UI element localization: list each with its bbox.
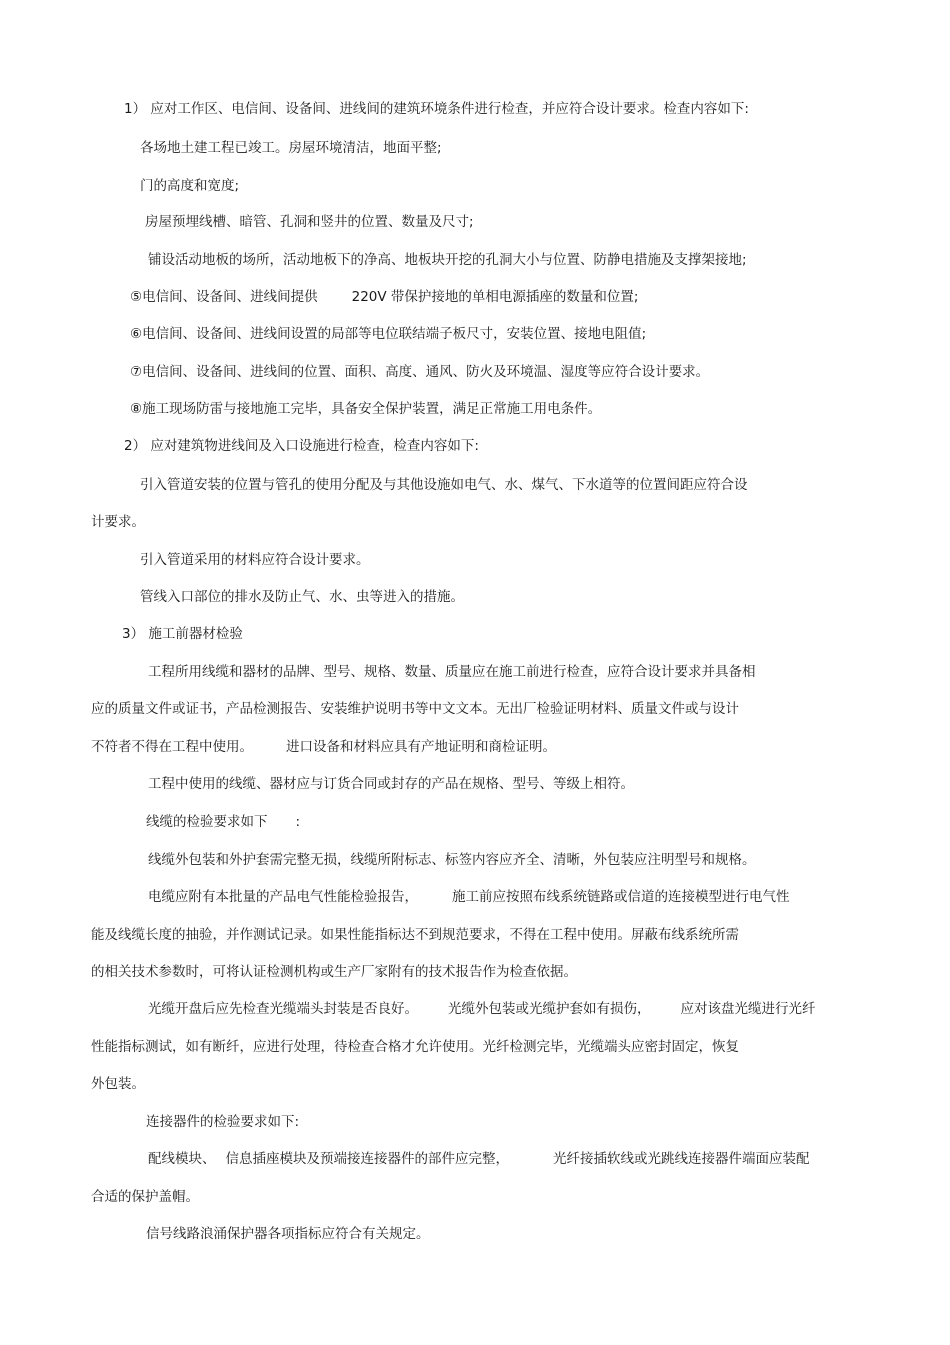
check-item	[130, 400, 601, 418]
paragraph-line	[91, 963, 577, 981]
text-line: 不符者不得在工程中使用。	[91, 739, 253, 755]
text-line: 各场地土建工程已竣工。房屋环境清洁，地面平整;	[140, 140, 442, 156]
paragraph-line	[148, 888, 790, 906]
check-item	[145, 213, 474, 231]
text-line: 铺设活动地板的场所，活动地板下的净高、地板块开挖的孔洞大小与位置、防静电措施及支撑架接地;	[148, 252, 747, 268]
text-line: 性能指标测试，如有断纤，应进行处理，待检查合格才允许使用。光纤检测完毕，光缆端头应密封固定，恢复	[91, 1039, 739, 1055]
text-line: ⑦电信间、设备间、进线间的位置、面积、高度、通风、防火及环境温、湿度等应符合设计要求。	[130, 364, 710, 380]
paragraph-line	[148, 1000, 816, 1018]
text-line: ⑧施工现场防雷与接地施工完毕，具备安全保护装置，满足正常施工用电条件。	[130, 401, 602, 417]
check-item	[140, 139, 442, 157]
text-line: 3） 施工前器材检验	[122, 626, 243, 642]
text-line: 的相关技术参数时，可将认证检测机构或生产厂家附有的技术报告作为检查依据。	[91, 964, 577, 980]
text-line: 门的高度和宽度;	[140, 178, 240, 194]
text-line: 配线模块、	[148, 1151, 216, 1167]
text-line: 工程中使用的线缆、器材应与订货合同或封存的产品在规格、型号、等级上相符。	[148, 776, 634, 792]
text-line: 信号线路浪涌保护器各项指标应符合有关规定。	[146, 1226, 430, 1242]
text-line: :	[295, 814, 301, 830]
paragraph-line	[91, 1038, 739, 1056]
text-line: 线缆的检验要求如下	[146, 814, 268, 830]
paragraph-line	[148, 775, 634, 793]
paragraph-line	[140, 588, 464, 606]
text-line: ⑥电信间、设备间、进线间设置的局部等电位联结端子板尺寸，安装位置、接地电阻值;	[130, 326, 647, 342]
paragraph-line	[148, 1150, 810, 1168]
paragraph-line	[91, 513, 145, 531]
paragraph-line	[91, 926, 739, 944]
text-line: 应对该盘光缆进行光纤	[680, 1001, 816, 1017]
text-line: 信息插座模块及预端接连接器件的部件应完整，	[225, 1151, 509, 1167]
paragraph-line	[91, 738, 556, 756]
text-line: 工程所用线缆和器材的品牌、型号、规格、数量、质量应在施工前进行检查，应符合设计要求并具备相	[148, 664, 756, 680]
text-line: 施工前应按照布线系统链路或信道的连接模型进行电气性	[452, 889, 790, 905]
text-line: 房屋预埋线槽、暗管、孔洞和竖井的位置、数量及尺寸;	[145, 214, 474, 230]
text-line: 线缆外包装和外护套需完整无损，线缆所附标志、标签内容应齐全、清晰，外包装应注明型号和规格。	[148, 852, 756, 868]
paragraph-line	[140, 551, 370, 569]
item-3-heading	[122, 625, 243, 643]
text-line: 合适的保护盖帽。	[91, 1189, 199, 1205]
text-line: 应的质量文件或证书，产品检测报告、安装维护说明书等中文文本。无出厂检验证明材料、质量文件或与设计	[91, 701, 739, 717]
item-1-heading	[124, 100, 749, 118]
paragraph-line	[91, 700, 739, 718]
text-line: 1） 应对工作区、电信间、设备间、进线间的建筑环境条件进行检查，并应符合设计要求。检查内容如下:	[124, 101, 749, 117]
check-item	[130, 325, 646, 343]
paragraph-line	[146, 1225, 430, 1243]
text-line: 外包装。	[91, 1076, 145, 1092]
check-item	[148, 251, 747, 269]
text-line: 光缆外包装或光缆护套如有损伤，	[448, 1001, 651, 1017]
check-item	[130, 288, 638, 306]
text-line: 电缆应附有本批量的产品电气性能检验报告，	[148, 889, 418, 905]
paragraph-line	[140, 476, 748, 494]
text-line: 220V 带保护接地的单相电源插座的数量和位置;	[351, 289, 639, 305]
text-line: 光纤接插软线或光跳线连接器件端面应装配	[553, 1151, 810, 1167]
text-line: 计要求。	[91, 514, 145, 530]
paragraph-line	[91, 1188, 199, 1206]
paragraph-line	[146, 1113, 299, 1131]
check-item	[140, 177, 239, 195]
paragraph-line	[148, 663, 756, 681]
text-line: 进口设备和材料应具有产地证明和商检证明。	[286, 739, 556, 755]
item-2-heading	[124, 437, 479, 455]
check-item	[130, 363, 709, 381]
text-line: 光缆开盘后应先检查光缆端头封装是否良好。	[148, 1001, 418, 1017]
text-line: 连接器件的检验要求如下:	[146, 1114, 300, 1130]
paragraph-line	[146, 813, 300, 831]
text-line: 引入管道采用的材料应符合设计要求。	[140, 552, 370, 568]
text-line: 能及线缆长度的抽验，并作测试记录。如果性能指标达不到规范要求，不得在工程中使用。屏蔽布线系统所需	[91, 927, 739, 943]
paragraph-line	[91, 1075, 145, 1093]
text-line: ⑤电信间、设备间、进线间提供	[130, 289, 318, 305]
text-line: 引入管道安装的位置与管孔的使用分配及与其他设施如电气、水、煤气、下水道等的位置间距应符合设	[140, 477, 748, 493]
text-line: 管线入口部位的排水及防止气、水、虫等进入的措施。	[140, 589, 464, 605]
text-line: 2） 应对建筑物进线间及入口设施进行检查，检查内容如下:	[124, 438, 479, 454]
paragraph-line	[148, 851, 756, 869]
